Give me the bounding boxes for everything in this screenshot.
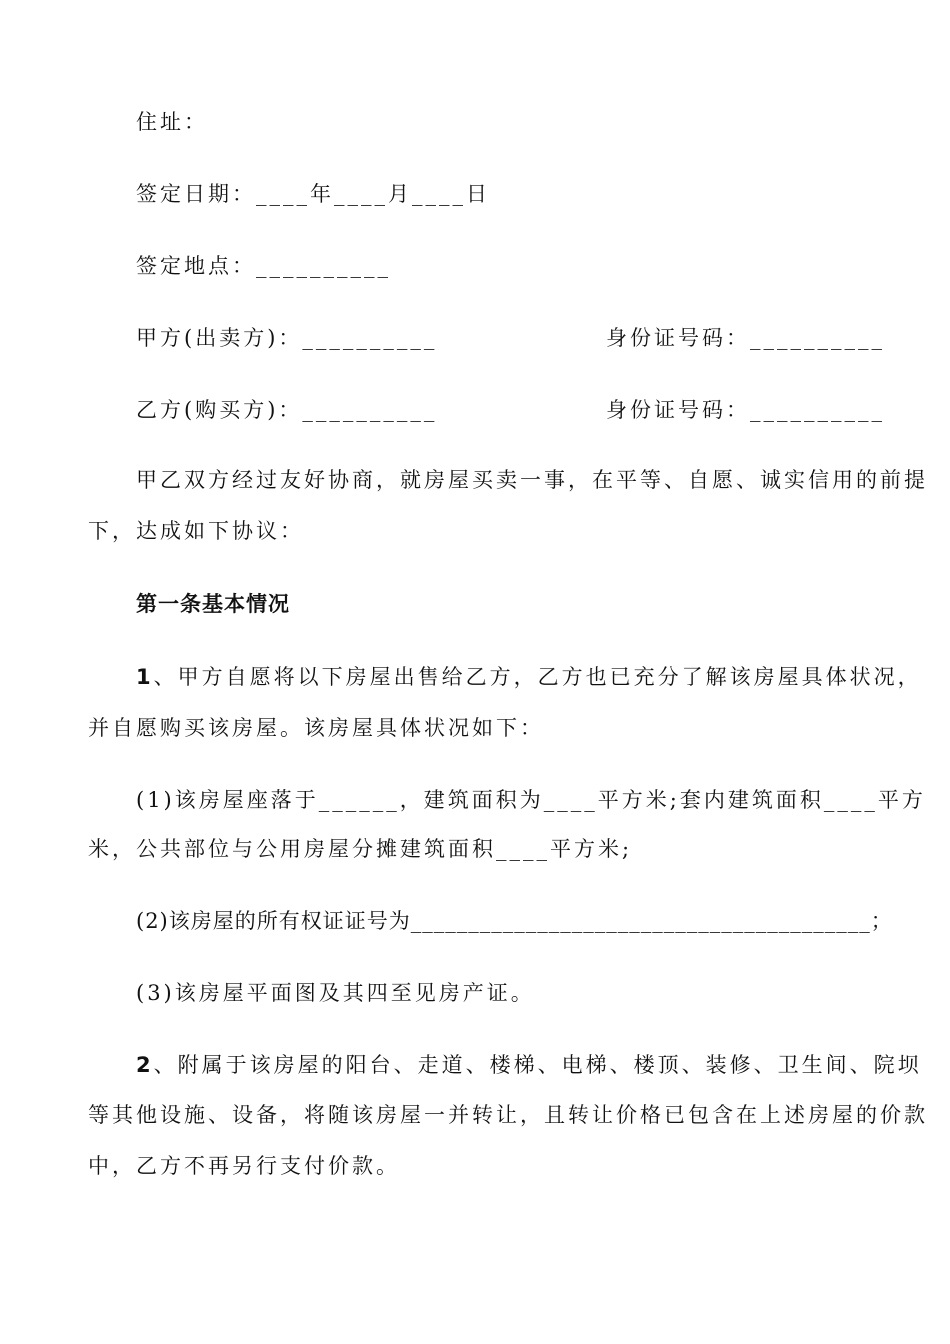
item-1-line-1 — [136, 662, 922, 692]
party-b-id-line: 身份证号码：__________ — [606, 398, 885, 422]
intro-line-2: 下，达成如下协议： — [88, 519, 304, 543]
party-a-line: 甲方(出卖方)：__________ — [136, 326, 438, 350]
item-2-line-1 — [136, 1050, 922, 1080]
item-2-line-2: 等其他设施、设备，将随该房屋一并转让，且转让价格已包含在上述房屋的价款 — [88, 1103, 928, 1127]
address-line: 住址： — [136, 110, 208, 134]
party-a-id-line: 身份证号码：__________ — [606, 326, 885, 350]
party-b-line: 乙方(购买方)：__________ — [136, 398, 438, 422]
item-1-text: 、甲方自愿将以下房屋出售给乙方，乙方也已充分了解该房屋具体状况， — [153, 665, 922, 689]
sub-item-1-line-2: 米，公共部位与公用房屋分摊建筑面积____平方米; — [88, 837, 633, 861]
intro-line-1: 甲乙双方经过友好协商，就房屋买卖一事，在平等、自愿、诚实信用的前提 — [136, 468, 928, 492]
sign-place-line: 签定地点：__________ — [136, 254, 391, 278]
item-2-number: 2 — [136, 1053, 154, 1077]
item-2-line-3: 中，乙方不再另行支付价款。 — [88, 1154, 400, 1178]
item-1-line-2: 并自愿购买该房屋。该房屋具体状况如下： — [88, 716, 544, 740]
item-2-text: 、附属于该房屋的阳台、走道、楼梯、电梯、楼顶、装修、卫生间、院坝 — [153, 1053, 922, 1077]
article-1-title: 第一条基本情况 — [136, 592, 290, 616]
item-1-number: 1 — [136, 665, 154, 689]
sub-item-1-line-1: (1)该房屋座落于______，建筑面积为____平方米;套内建筑面积____平方 — [136, 788, 926, 812]
sign-date-line: 签定日期：____年____月____日 — [136, 182, 490, 206]
sub-item-3-line: (3)该房屋平面图及其四至见房产证。 — [136, 981, 535, 1005]
sub-item-2-line: (2)该房屋的所有权证证号为________________________________________； — [136, 909, 893, 933]
